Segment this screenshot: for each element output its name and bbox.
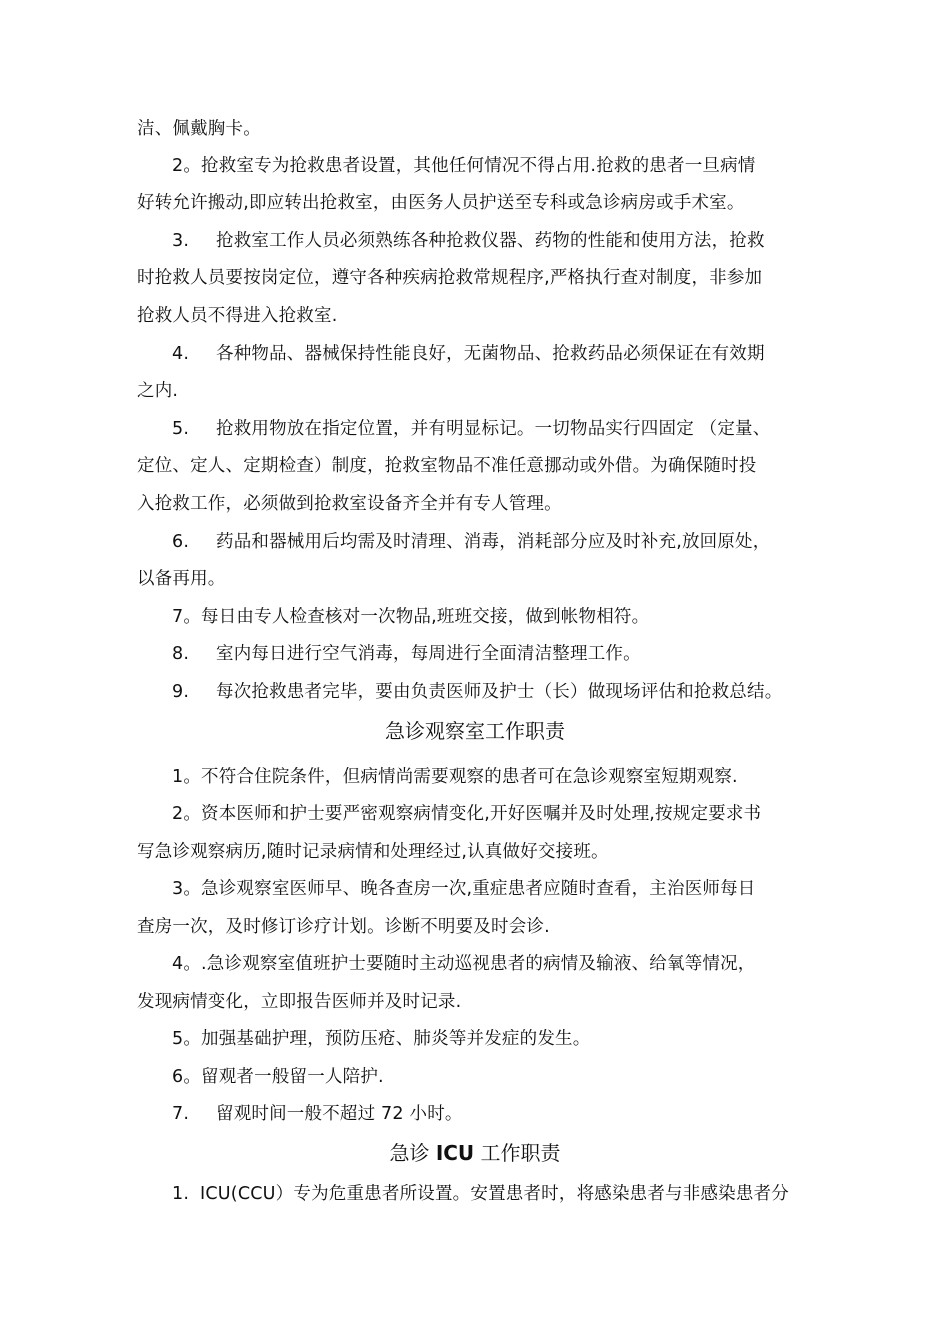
list-item [172, 1102, 827, 1126]
text-line: 好转允许搬动,即应转出抢救室，由医务人员护送至专科或急诊病房或手术室。 [137, 193, 745, 213]
list-number: 5. [172, 419, 190, 439]
list-item [172, 229, 827, 253]
list-text: 抢救室工作人员必须熟练各种抢救仪器、药物的性能和使用方法，抢救 [216, 231, 765, 251]
text-line: 洁、佩戴胸卡。 [137, 119, 261, 139]
text-line: 查房一次，及时修订诊疗计划。诊断不明要及时会诊. [137, 917, 550, 937]
list-item [172, 417, 827, 441]
list-number: 8. [172, 644, 190, 664]
list-number: 4. [172, 344, 190, 364]
list-item [172, 680, 827, 704]
list-text: 各种物品、器械保持性能良好，无菌物品、抢救药品必须保证在有效期 [216, 344, 765, 364]
list-text: 每次抢救患者完毕，要由负责医师及护士（长）做现场评估和抢救总结。 [216, 682, 783, 702]
section-title: 急诊观察室工作职责 [385, 719, 565, 743]
text-line: 写急诊观察病历,随时记录病情和处理经过,认真做好交接班。 [137, 842, 609, 862]
list-number: 6. [172, 532, 190, 552]
text-line: 定位、定人、定期检查）制度，抢救室物品不准任意挪动或外借。为确保随时投 [137, 456, 757, 476]
section-title [0, 1140, 950, 1166]
list-text: ICU(CCU）专为危重患者所设置。安置患者时，将感染患者与非感染患者分 [200, 1184, 789, 1204]
list-text: 室内每日进行空气消毒，每周进行全面清洁整理工作。 [216, 644, 641, 664]
text-line: 2。抢救室专为抢救患者设置，其他任何情况不得占用.抢救的患者一旦病情 [172, 156, 756, 176]
section-title-part: 急诊 [389, 1141, 436, 1165]
text-line: 6。留观者一般留一人陪护. [172, 1067, 384, 1087]
list-number: 1. [172, 1184, 190, 1204]
text-line: 5。加强基础护理，预防压疮、肺炎等并发症的发生。 [172, 1029, 591, 1049]
text-line: 1。不符合住院条件，但病情尚需要观察的患者可在急诊观察室短期观察. [172, 767, 738, 787]
text-line: 2。资本医师和护士要严密观察病情变化,开好医嘱并及时处理,按规定要求书 [172, 804, 762, 824]
list-item [172, 530, 827, 554]
list-text: 抢救用物放在指定位置，并有明显标记。一切物品实行四固定 （定量、 [216, 419, 771, 439]
text-line: 时抢救人员要按岗定位，遵守各种疾病抢救常规程序,严格执行查对制度，非参加 [137, 268, 763, 288]
text-line: 抢救人员不得进入抢救室. [137, 306, 338, 326]
text-line: 7。每日由专人检查核对一次物品,班班交接，做到帐物相符。 [172, 607, 650, 627]
list-number: 9. [172, 682, 190, 702]
text-line: 3。急诊观察室医师早、晚各查房一次,重症患者应随时查看，主治医师每日 [172, 879, 756, 899]
text-line: 4。.急诊观察室值班护士要随时主动巡视患者的病情及输液、给氧等情况， [172, 954, 756, 974]
section-title-part: ICU [435, 1141, 475, 1165]
list-item [172, 1182, 827, 1206]
list-text: 药品和器械用后均需及时清理、消毒，消耗部分应及时补充,放回原处， [216, 532, 771, 552]
list-number: 3. [172, 231, 190, 251]
section-title-part: 工作职责 [474, 1141, 561, 1165]
list-number: 7. [172, 1104, 190, 1124]
list-text: 留观时间一般不超过 72 小时。 [216, 1104, 463, 1124]
text-line: 之内. [137, 381, 179, 401]
list-item [172, 642, 827, 666]
text-line: 以备再用。 [137, 569, 226, 589]
text-line: 发现病情变化，立即报告医师并及时记录. [137, 992, 462, 1012]
text-line: 入抢救工作，必须做到抢救室设备齐全并有专人管理。 [137, 494, 562, 514]
list-item [172, 342, 827, 366]
